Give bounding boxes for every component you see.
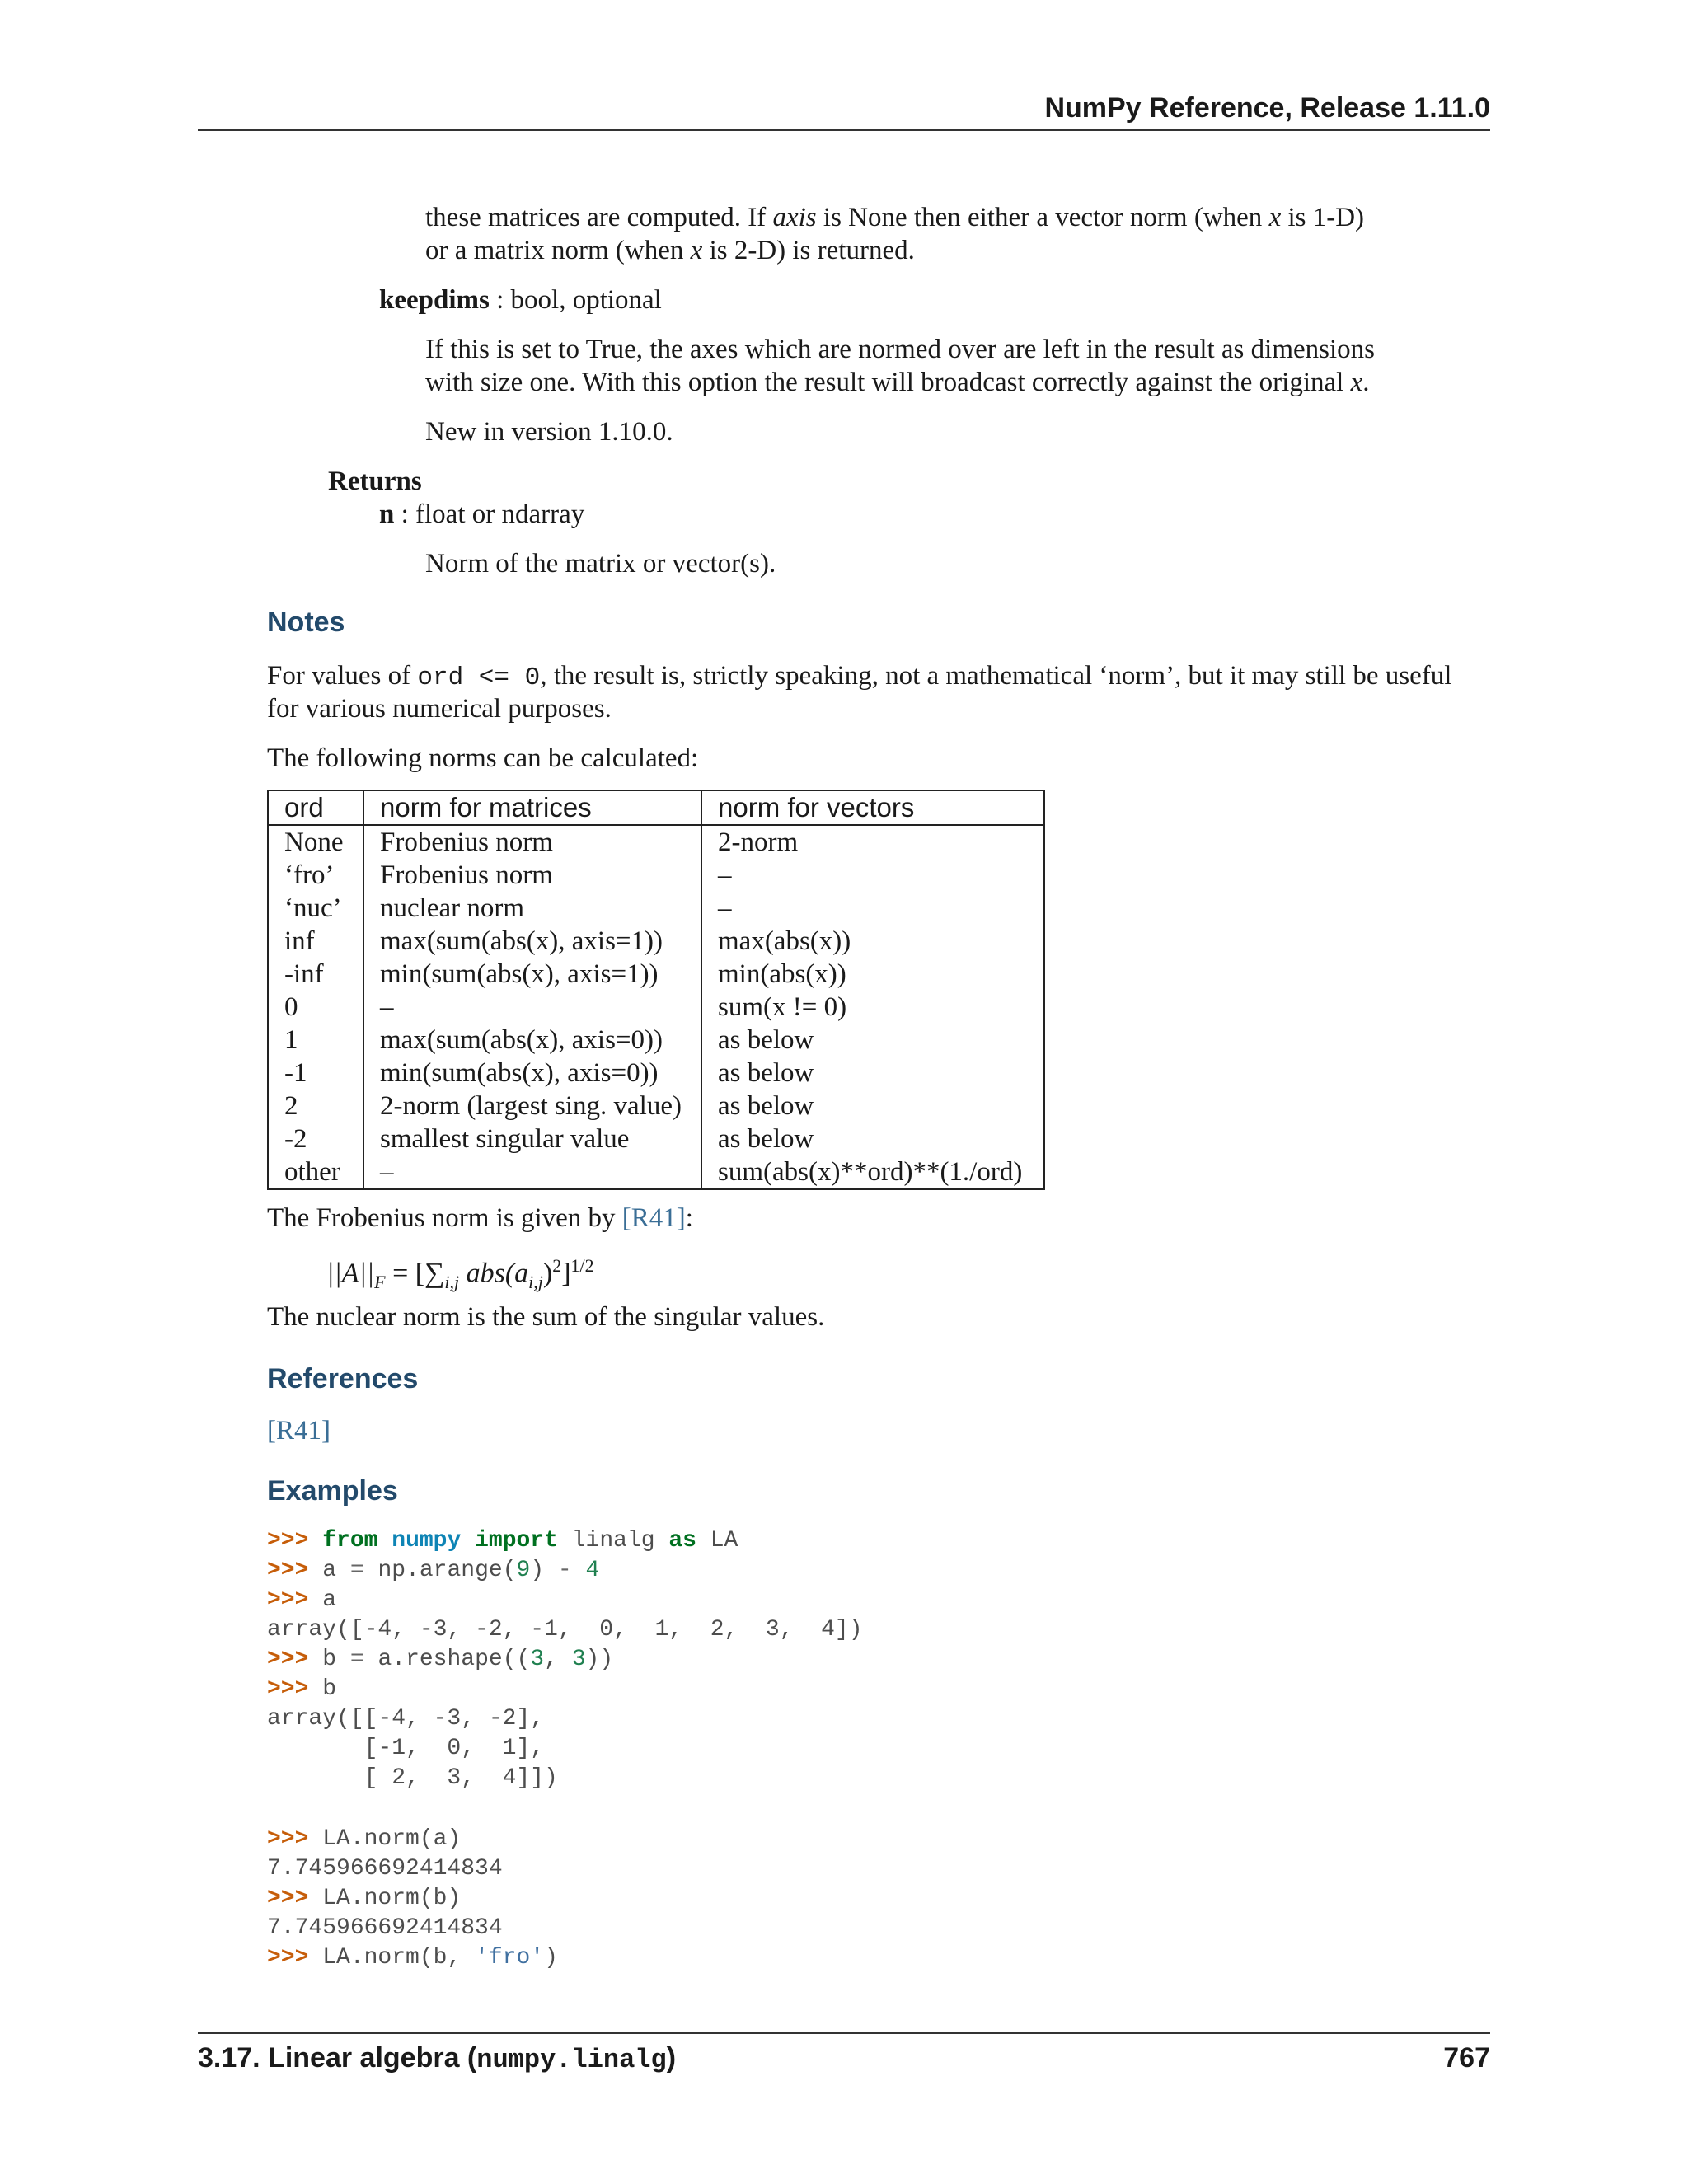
table-cell: max(sum(abs(x), axis=1)) (363, 925, 701, 958)
table-cell: max(abs(x)) (701, 925, 1044, 958)
code-output-line: 7.745966692414834 (267, 1856, 503, 1882)
citation-link-r41[interactable]: [R41] (621, 1203, 686, 1233)
table-cell: 2-norm (701, 825, 1044, 859)
table-cell: smallest singular value (363, 1122, 701, 1155)
table-cell: -1 (268, 1057, 363, 1090)
table-cell: 2 (268, 1090, 363, 1122)
returns-heading: Returns (328, 466, 422, 496)
table-cell: – (701, 859, 1044, 892)
reference-r41[interactable]: [R41] (267, 1416, 331, 1446)
code-line: >>> b (267, 1676, 337, 1702)
table-row (268, 1090, 1044, 1122)
notes-table-intro: The following norms can be calculated: (267, 743, 699, 773)
table-cell: 1 (268, 1024, 363, 1057)
table-cell: min(sum(abs(x), axis=1)) (363, 958, 701, 991)
table-cell: ‘fro’ (268, 859, 363, 892)
return-description: Norm of the matrix or vector(s). (425, 549, 776, 579)
table-cell: as below (701, 1024, 1044, 1057)
norms-table (267, 790, 1045, 1190)
code-line: >>> a (267, 1587, 337, 1613)
code-line: >>> LA.norm(a) (267, 1826, 462, 1852)
running-head: NumPy Reference, Release 1.11.0 (1044, 92, 1490, 124)
table-cell: None (268, 825, 363, 859)
table-row (268, 1024, 1044, 1057)
frobenius-formula: $||A||_F = [\sum_{i,j}$ $abs(a_{i,j})^2]^{1/2}$ (326, 1255, 594, 1293)
table-row (268, 1057, 1044, 1090)
table-cell: 0 (268, 991, 363, 1024)
table-row (268, 958, 1044, 991)
notes-paragraph-line-1: For values of ord <= 0, the result is, strictly speaking, not a mathematical ‘norm’, but it may still be useful (267, 661, 1452, 692)
col-vectors-header: norm for vectors (701, 790, 1044, 825)
references-heading: References (267, 1363, 419, 1394)
param-keepdims: keepdims : bool, optional (379, 285, 662, 315)
table-cell: Frobenius norm (363, 825, 701, 859)
code-output-line: [ 2, 3, 4]]) (267, 1765, 558, 1791)
table-cell: as below (701, 1057, 1044, 1090)
code-line: >>> LA.norm(b, 'fro') (267, 1945, 558, 1971)
table-cell: as below (701, 1122, 1044, 1155)
code-output-line: array([-4, -3, -2, -1, 0, 1, 2, 3, 4]) (267, 1617, 863, 1643)
table-cell: 2-norm (largest sing. value) (363, 1090, 701, 1122)
footer-section-title: 3.17. Linear algebra (numpy.linalg) (198, 2042, 677, 2075)
code-output-line: [-1, 0, 1], (267, 1736, 545, 1761)
frobenius-sentence: The Frobenius norm is given by [R41]: (267, 1203, 693, 1233)
code-line: >>> from numpy import linalg as LA (267, 1528, 738, 1554)
table-cell: inf (268, 925, 363, 958)
col-matrices-header: norm for matrices (363, 790, 701, 825)
table-cell: – (701, 892, 1044, 925)
notes-heading: Notes (267, 607, 345, 638)
table-cell: as below (701, 1090, 1044, 1122)
table-row (268, 991, 1044, 1024)
table-cell: min(sum(abs(x), axis=0)) (363, 1057, 701, 1090)
table-header-row (268, 790, 1044, 825)
code-output-line: array([[-4, -3, -2], (267, 1706, 545, 1732)
table-row (268, 859, 1044, 892)
table-row (268, 892, 1044, 925)
notes-paragraph-line-2: for various numerical purposes. (267, 694, 612, 724)
table-cell: -2 (268, 1122, 363, 1155)
code-line: >>> a = np.arange(9) - 4 (267, 1558, 600, 1583)
page-number: 767 (1443, 2042, 1490, 2074)
table-cell: – (363, 1155, 701, 1189)
code-line: >>> LA.norm(b) (267, 1886, 462, 1911)
col-ord-header: ord (268, 790, 363, 825)
table-cell: – (363, 991, 701, 1024)
table-cell: min(abs(x)) (701, 958, 1044, 991)
version-note: New in version 1.10.0. (425, 417, 673, 447)
table-cell: -inf (268, 958, 363, 991)
return-n: n : float or ndarray (379, 499, 585, 529)
table-cell: sum(x != 0) (701, 991, 1044, 1024)
footer-rule (198, 2032, 1490, 2034)
table-row (268, 925, 1044, 958)
code-line: >>> b = a.reshape((3, 3)) (267, 1647, 614, 1672)
keepdims-description-line-1: If this is set to True, the axes which are normed over are left in the result as dimensions (425, 335, 1375, 364)
axis-description-line-2: or a matrix norm (when x is 2-D) is returned. (425, 236, 915, 265)
keepdims-description-line-2: with size one. With this option the result will broadcast correctly against the original x. (425, 368, 1370, 397)
table-row (268, 1122, 1044, 1155)
code-output-line: 7.745966692414834 (267, 1915, 503, 1941)
examples-heading: Examples (267, 1475, 398, 1507)
axis-description-line-1: these matrices are computed. If axis is None then either a vector norm (when x is 1-D) (425, 203, 1365, 232)
table-cell: nuclear norm (363, 892, 701, 925)
nuclear-sentence: The nuclear norm is the sum of the singular values. (267, 1302, 825, 1332)
table-row (268, 825, 1044, 859)
table-cell: max(sum(abs(x), axis=0)) (363, 1024, 701, 1057)
table-cell: other (268, 1155, 363, 1189)
table-cell: Frobenius norm (363, 859, 701, 892)
header-rule (198, 129, 1490, 131)
table-row (268, 1155, 1044, 1189)
table-cell: ‘nuc’ (268, 892, 363, 925)
table-cell: sum(abs(x)**ord)**(1./ord) (701, 1155, 1044, 1189)
